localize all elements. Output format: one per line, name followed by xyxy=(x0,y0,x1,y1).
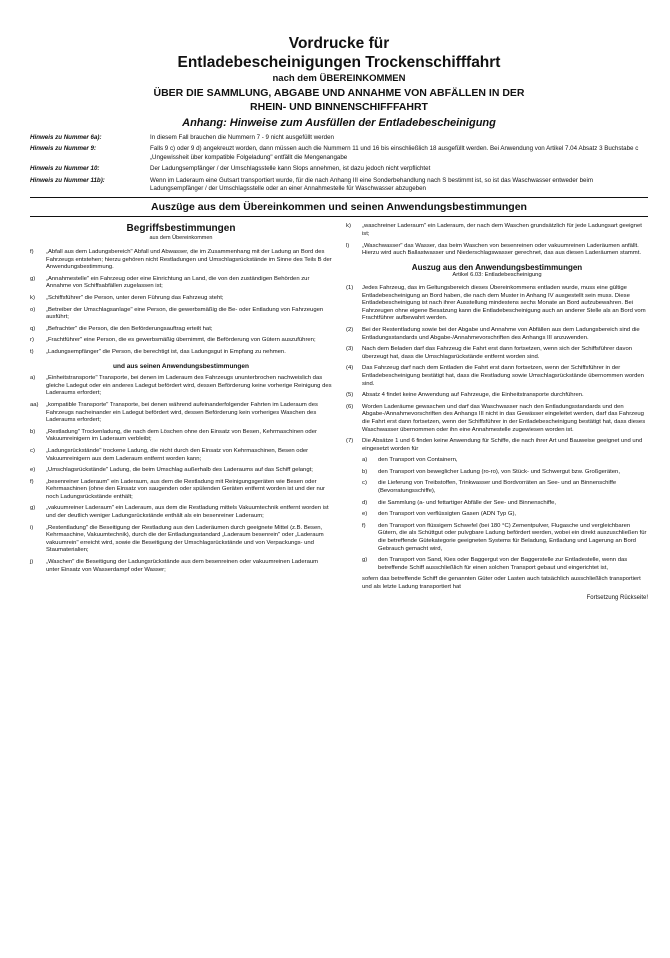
item-marker: i) xyxy=(30,524,34,531)
list-item xyxy=(30,249,332,272)
list-item xyxy=(346,223,648,238)
list-item xyxy=(30,375,332,398)
list-item xyxy=(30,349,332,357)
item-marker: aa) xyxy=(30,401,39,408)
article-heading: Artikel 6.03: Entladebescheinigung xyxy=(452,272,542,279)
list-item xyxy=(30,307,332,322)
list-item xyxy=(362,511,648,519)
list-item xyxy=(30,295,332,303)
item-text: Die Absätze 1 und 6 finden keine Anwendung für Schiffe, die nach ihrer Art und Bauweise geeignet und und eingesetzt worden für xyxy=(362,438,643,452)
item-text: „waschreiner Laderaum" ein Laderaum, der nach dem Waschen grundsätzlich für jede Ladungsart geeignet ist; xyxy=(362,223,642,238)
item-marker: (6) xyxy=(346,403,354,410)
list-item xyxy=(30,429,332,444)
item-marker: f) xyxy=(30,478,34,485)
item-marker: f) xyxy=(362,522,366,529)
item-text: den Transport von beweglicher Ladung (ro-ro), von Stück- und Schwergut bzw. Großgeräten, xyxy=(378,468,620,475)
list-item xyxy=(30,559,332,574)
item-text: „Betreiber der Umschlagsanlage" eine Person, die gewerbsmäßig die Be- oder Entladung von Fahrzeugen ausführt; xyxy=(46,306,324,321)
item-marker: b) xyxy=(362,468,368,475)
item-marker: l) xyxy=(346,242,350,249)
document-header xyxy=(30,34,648,130)
list-item xyxy=(346,285,648,323)
subtitle-line-2: ÜBER DIE SAMMLUNG, ABGABE UND ANNAHME VON ABFÄLLEN IN DER xyxy=(153,87,525,99)
definitions-list xyxy=(30,249,332,357)
list-item xyxy=(346,365,648,388)
item-text: den Transport von verflüssigten Gasen (ADN Typ G), xyxy=(378,511,517,518)
item-marker: (7) xyxy=(346,438,354,445)
item-text: „Ladungsempfänger" die Person, die berechtigt ist, das Ladungsgut in Empfang zu nehmen. xyxy=(46,348,286,355)
excerpt-heading: Auszug aus den Anwendungsbestimmungen xyxy=(411,262,583,272)
list-item xyxy=(346,346,648,361)
list-item xyxy=(362,500,648,508)
item-marker: o) xyxy=(30,306,36,313)
item-marker: d) xyxy=(362,499,368,506)
list-item xyxy=(30,467,332,475)
item-marker: b) xyxy=(30,428,36,435)
list-item xyxy=(30,402,332,425)
list-item xyxy=(30,525,332,555)
item-marker: k) xyxy=(346,223,351,230)
definitions-subheading: aus dem Übereinkommen xyxy=(149,235,213,242)
item-marker: c) xyxy=(362,480,367,487)
annex-title: Anhang: Hinweise zum Ausfüllen der Entladebescheinigung xyxy=(182,117,496,129)
hint-10 xyxy=(30,165,648,173)
list-item xyxy=(30,276,332,291)
item-marker: k) xyxy=(30,295,35,301)
item-text: „Restentladung" die Beseitigung der Restladung aus den Laderäumen durch geeignete Mittel (z.B. Besen, Kehrmaschine, Vakuumtechnik), durch die der Entladungsstandard „Laderaum besenrein" oder „Laderaum vakuumrein" erreicht wird, sowie die Beseitigung der Umschlagsrückstände und von Verpackungs- und Staumaterialien; xyxy=(46,524,324,554)
item-text: „Waschwasser" das Wasser, das beim Waschen von besenreinen oder vakuumreinen Laderäumen anfällt. Hierzu wird auch Ballastwasser und Niederschlagswasser gerechnet, das aus diesen Laderäumen stammt. xyxy=(362,242,641,257)
item-marker: e) xyxy=(30,467,36,474)
two-column-body xyxy=(30,223,648,602)
subtitle-line-1: nach dem ÜBEREINKOMMEN xyxy=(272,73,406,84)
item-marker: c) xyxy=(30,447,35,454)
subtitle-line-3: RHEIN- UND BINNENSCHIFFFAHRT xyxy=(250,101,428,113)
right-column xyxy=(346,223,648,602)
title-line-1: Vordrucke für xyxy=(288,35,390,52)
item-marker: g) xyxy=(30,505,36,512)
item-marker: (4) xyxy=(346,365,354,372)
closing-paragraph: sofern das betreffende Schiff die genannten Güter oder Lasten auch tatsächlich ausschließlich transportiert und als letzte Ladung transportiert hat xyxy=(362,576,641,590)
application-rules-heading: und aus seinen Anwendungsbestimmungen xyxy=(113,362,249,370)
list-item xyxy=(346,243,648,258)
item-text: Nach dem Beladen darf das Fahrzeug die Fahrt erst dann fortsetzen, wenn sich der Schiffsführer davon überzeugt hat, dass die Umschlagsrückstände entfernt worden sind. xyxy=(362,346,633,360)
item-text: „vakuumreiner Laderaum" ein Laderaum, aus dem die Restladung mittels Vakuumtechnik entfernt worden ist und der deutlich weniger Ladungsrückstände enthält als ein besenreiner Laderaum; xyxy=(46,505,329,520)
exemptions-list xyxy=(346,457,648,572)
list-item xyxy=(30,448,332,463)
list-item xyxy=(362,523,648,553)
item-text: „Restladung" Trockenladung, die nach dem Löschen ohne den Einsatz von Besen, Kehrmaschinen oder Vakuumreinigern im Laderaum verbleibt; xyxy=(46,428,317,443)
section-banner: Auszüge aus dem Übereinkommen und seinen Anwendungsbestimmungen xyxy=(30,197,648,217)
hint-text: Der Ladungsempfänger / der Umschlagsstelle kann Slops annehmen, ist dazu jedoch nicht verpflichtet xyxy=(150,165,431,173)
hint-text: Wenn im Laderaum eine Gutsart transportiert wurde, für die nach Anhang III eine Sonderbehandlung nach S bestimmt ist, so ist das Waschwasser entweder beim Ladungsempfänger / der Umschlagsstelle oder an einer Annahmestelle für Waschwasser abzugeben xyxy=(150,176,593,193)
list-item xyxy=(30,505,332,520)
article-paragraphs xyxy=(346,285,648,453)
item-marker: e) xyxy=(362,511,368,518)
definitions-heading: Begriffsbestimmungen xyxy=(126,223,236,235)
item-marker: t) xyxy=(30,348,34,355)
hint-9 xyxy=(30,145,648,162)
item-text: „Waschen" die Beseitigung der Ladungsrückstände aus dem besenreinen oder vakuumreinen Laderaum unter Einsatz von Wasserdampf oder Wasser; xyxy=(46,559,319,573)
item-marker: r) xyxy=(30,337,34,344)
list-item xyxy=(30,326,332,334)
list-item xyxy=(346,392,648,400)
item-text: „Ladungsrückstände" trockene Ladung, die nicht durch den Einsatz von Kehrmaschinen, Besen oder Vakuumreinigern aus dem Laderaum entfernt worden kann; xyxy=(46,447,309,462)
item-marker: (1) xyxy=(346,285,354,291)
list-item xyxy=(30,337,332,345)
item-text: „Befrachter" die Person, die den Beförderungsauftrag erteilt hat; xyxy=(46,325,213,332)
item-text: „kompatible Transporte" Transporte, bei denen während aufeinanderfolgender Fahrten im Laderaum des Fahrzeugs nacheinander ein Ladegut befördert wird, dessen Beförderung kein vorheriges Waschen des Laderaums erfordert; xyxy=(46,401,318,424)
list-item xyxy=(362,480,648,495)
left-column xyxy=(30,223,332,602)
item-text: Jedes Fahrzeug, das im Geltungsbereich dieses Übereinkommens entladen wurde, muss eine gültige Entladebescheinigung an Bord haben, die nach dem Muster in Anhang IV ausgestellt sein muss. Diese Entladebescheinigung ist nach ihrer Ausstellung mindestens sechs Monate an Bord aufzubewahren. Bei Fahrzeugen ohne eigene Besatzung kann die Entladebescheinigung auch an anderer Stelle als an Bord vom Frachtführer aufbewahrt werden. xyxy=(362,285,646,322)
item-text: „besenreiner Laderaum" ein Laderaum, aus dem die Restladung mit Reinigungsgeräten wie Besen oder Kehrmaschinen (ohne den Einsatz von saugenden oder spülenden Geräten entfernt worden ist und der nur noch Ladungsrückstände enthält; xyxy=(46,478,326,500)
item-text: „Frachtführer" eine Person, die es gewerbsmäßig übernimmt, die Beförderung von Gütern auszuführen; xyxy=(46,337,316,344)
item-marker: (2) xyxy=(346,326,354,333)
continuation-note: Fortsetzung Rückseite! xyxy=(586,594,648,601)
application-definitions-list xyxy=(30,375,332,574)
item-marker: (3) xyxy=(346,346,354,353)
item-text: „Annahmestelle" ein Fahrzeug oder eine Einrichtung an Land, die von den zuständigen Behörden zur Annahme von Schiffsabfällen zugelassen ist; xyxy=(46,275,310,290)
item-marker: g) xyxy=(362,557,368,564)
item-marker: q) xyxy=(30,325,36,332)
definitions-continued-list xyxy=(346,223,648,257)
item-text: „Schiffsführer" die Person, unter deren Führung das Fahrzeug steht; xyxy=(46,295,224,301)
item-text: Das Fahrzeug darf nach dem Entladen die Fahrt erst dann fortsetzen, wenn der Schiffsführer in der Entladebescheinigung bestätigt hat, dass die Restladung sowie Umschlagsrückstände übernommen worden sind. xyxy=(362,365,644,387)
item-text: den Transport von Containern, xyxy=(378,457,458,464)
hint-text: Falls 9 c) oder 9 d) angekreuzt worden, dann müssen auch die Nummern 11 und 16 bis einschließlich 18 ausgefüllt werden. Bei Anwendung von Artikel 7.04 Absatz 3 Buchstabe c „Ungewissheit über kompatible Folgeladung" entfällt die Mengenangabe xyxy=(150,145,639,161)
item-text: „Einheitstransporte" Transporte, bei denen im Laderaum des Fahrzeugs ununterbrochen nachweislich das gleiche Ladegut oder ein anderes Ladegut befördert wird, dessen Beförderung keine vorherige Reinigung des Laderaums erfordert; xyxy=(46,375,332,397)
item-marker: g) xyxy=(30,275,36,282)
list-item xyxy=(30,479,332,502)
item-text: „Abfall aus dem Ladungsbereich" Abfall und Abwasser, die im Zusammenhang mit der Ladung an Bord des Fahrzeugs entstehen; hierzu gehören nicht Restladungen und Umschlagsrückstände im Sinne des Teils B der Anwendungsbestimmung. xyxy=(46,249,332,271)
item-text: die Lieferung von Treibstoffen, Trinkwasser und Bordvorräten an See- und an Binnenschiffe (Bevorratungsschiffe), xyxy=(378,480,617,495)
hint-text: In diesem Fall brauchen die Nummern 7 - 9 nicht ausgefüllt werden xyxy=(150,134,334,141)
title-line-2: Entladebescheinigungen Trockenschifffahrt xyxy=(177,54,501,71)
item-text: die Sammlung (a- und fettartiger Abfälle der See- und Binnenschiffe, xyxy=(378,499,557,506)
item-marker: j) xyxy=(30,559,34,566)
item-marker: a) xyxy=(30,375,36,382)
hint-6a xyxy=(30,134,648,142)
list-item xyxy=(346,438,648,453)
item-marker: a) xyxy=(362,457,368,464)
list-item xyxy=(346,327,648,342)
hints-list xyxy=(30,134,648,193)
list-item xyxy=(346,404,648,434)
item-text: Worden Laderäume gewaschen und darf das Waschwasser nach den Entladungsstandards und den Abgabe-/Annahmevorschriften des Anhangs III nicht in das Gewässer eingeleitet werden, darf das Fahrzeug die Fahrt erst dann fortsetzen, wenn der Schiffsführer in der Entladebescheinigung bestätigt hat, dass dieses Waschwasser übernommen oder ihn eine Annahmestelle zugewiesen worden ist. xyxy=(362,403,646,433)
list-item xyxy=(362,469,648,477)
hint-label: Hinweis zu Nummer 10: xyxy=(30,165,100,173)
list-item xyxy=(362,557,648,572)
item-text: den Transport von Sand, Kies oder Baggergut von der Baggerstelle zur Entladestelle, wenn das betreffende Schiff ausschließlich für einen solchen Transport gebaut und eingerichtet ist, xyxy=(378,557,628,571)
item-text: „Umschlagsrückstände" Ladung, die beim Umschlag außerhalb des Laderaums auf das Schiff gelangt; xyxy=(46,467,313,474)
hint-label: Hinweis zu Nummer 6a): xyxy=(30,134,102,141)
hint-label: Hinweis zu Nummer 11b): xyxy=(30,176,105,184)
hint-11b xyxy=(30,177,648,194)
item-text: Bei der Restentladung sowie bei der Abgabe und Annahme von Abfällen aus dem Ladungsbereich sind die Entladungsstandards und Abgabe-/Annahmevorschriften des Anhangs III anzuwenden. xyxy=(362,326,640,341)
list-item xyxy=(362,457,648,465)
item-marker: f) xyxy=(30,249,34,256)
hint-label: Hinweis zu Nummer 9: xyxy=(30,145,97,153)
item-text: den Transport von flüssigem Schwefel (bei 180 °C) Zementpulver, Flugasche und vergleichbaren Gütern, die als Schüttgut oder pulvgbare Ladung befördert werden, wobei ein direkt auszuschließen für die betreffende Gütekategorie geeigneten Systems für Beladung, Entladung und Lagerung an Bord Gebrauch gemacht wird, xyxy=(378,522,647,552)
item-text: Absatz 4 findet keine Anwendung auf Fahrzeuge, die Einheitstransporte durchführen. xyxy=(362,392,584,399)
item-marker: (5) xyxy=(346,392,354,399)
